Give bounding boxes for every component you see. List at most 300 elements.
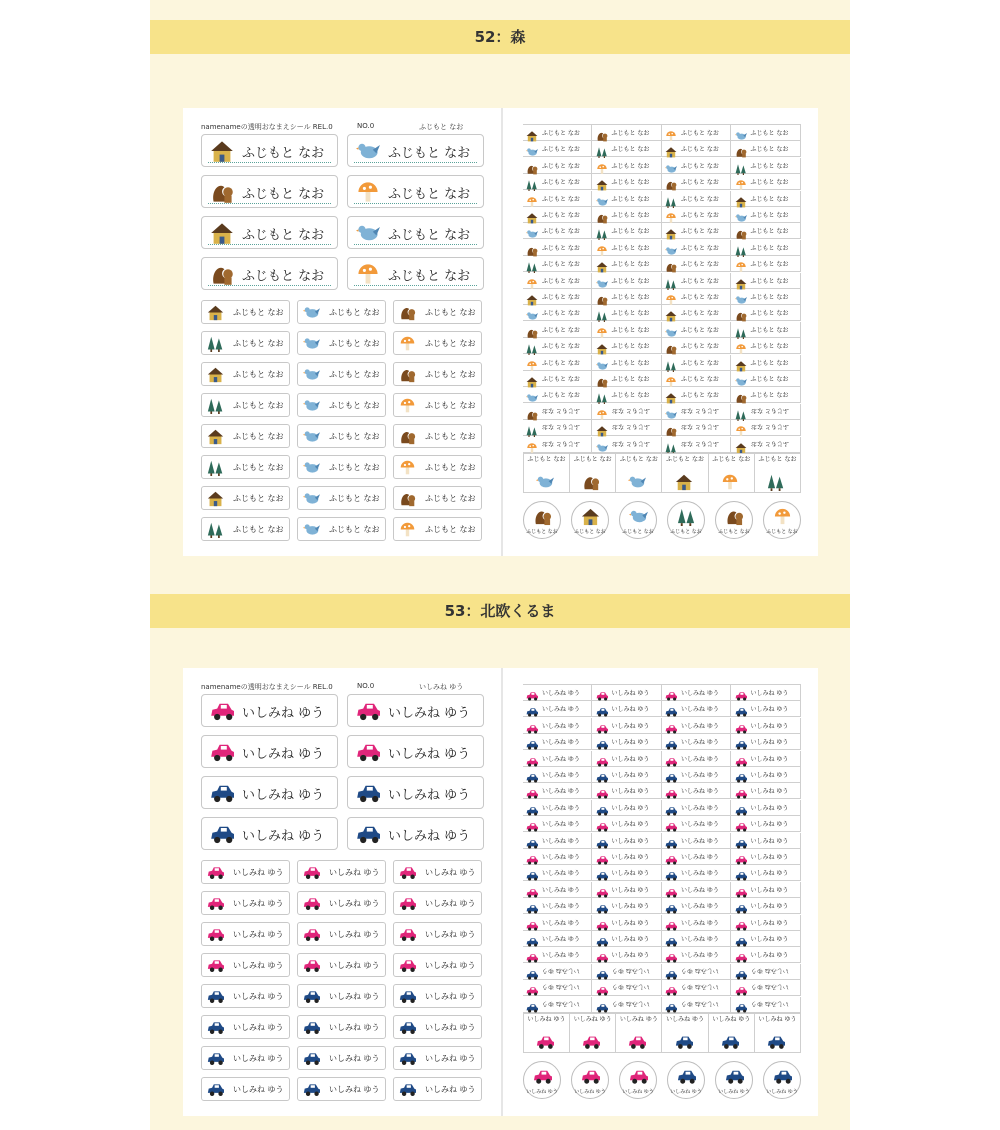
mini-name-label bbox=[593, 404, 662, 420]
label-name-text: ふじもと なお bbox=[611, 423, 650, 431]
trees-icon bbox=[677, 507, 696, 530]
label-name-text: いしみね ゆう bbox=[611, 722, 650, 730]
mini-name-label bbox=[593, 833, 662, 849]
circle-name-label bbox=[715, 1061, 753, 1099]
mini-name-label bbox=[593, 273, 662, 289]
car-navy-icon bbox=[210, 822, 234, 850]
mini-name-label bbox=[732, 833, 801, 849]
sheet-right-page bbox=[503, 668, 818, 1116]
small-name-label bbox=[201, 517, 290, 541]
mini-name-label bbox=[732, 256, 801, 272]
label-name-text: ふじもと なお bbox=[622, 529, 654, 535]
mini-name-label bbox=[523, 125, 592, 141]
label-name-text: ふじもと なお bbox=[681, 228, 719, 236]
mini-name-label bbox=[662, 141, 731, 157]
label-name-text: ふじもと なお bbox=[542, 261, 580, 269]
small-name-label bbox=[297, 984, 386, 1008]
car-pink-icon bbox=[399, 895, 416, 916]
mini-name-label bbox=[523, 420, 592, 436]
mini-name-label bbox=[593, 718, 662, 734]
label-name-text: ふじもと なお bbox=[526, 529, 558, 535]
mini-name-label bbox=[732, 420, 801, 436]
car-navy-icon bbox=[303, 988, 320, 1009]
label-name-text: いしみね ゆう bbox=[329, 899, 380, 908]
mini-label-grid bbox=[523, 684, 801, 1007]
small-name-label bbox=[297, 891, 386, 915]
label-name-text: いしみね ゆう bbox=[542, 870, 580, 878]
label-name-text: いしみね ゆう bbox=[242, 788, 325, 803]
mini-name-label bbox=[523, 223, 592, 239]
mini-name-label bbox=[732, 305, 801, 321]
mini-label-row bbox=[523, 420, 801, 436]
label-name-text: ふじもと なお bbox=[681, 359, 719, 367]
label-name-text: いしみね ゆう bbox=[681, 690, 719, 697]
squirrel-icon bbox=[582, 473, 600, 495]
label-name-text: いしみね ゆう bbox=[542, 804, 580, 812]
label-name-text: ふじもと なお bbox=[750, 179, 789, 187]
car-pink-icon bbox=[303, 895, 320, 916]
car-pink-icon bbox=[399, 957, 416, 978]
label-name-text: いしみね ゆう bbox=[242, 829, 325, 844]
label-name-text: いしみね ゆう bbox=[233, 961, 284, 970]
house-icon bbox=[581, 507, 600, 530]
label-name-text: ふじもと なお bbox=[611, 179, 650, 187]
mini-label-row bbox=[523, 964, 801, 980]
label-name-text: いしみね ゆう bbox=[611, 837, 650, 845]
label-name-text: いしみね ゆう bbox=[542, 999, 580, 1007]
squirrel-icon bbox=[399, 304, 416, 325]
label-name-text: いしみね ゆう bbox=[611, 983, 650, 991]
mini-name-label bbox=[732, 767, 801, 783]
label-name-text: ふじもと なお bbox=[425, 339, 476, 348]
label-name-text: ふじもと なお bbox=[542, 326, 580, 334]
mini-name-label bbox=[662, 322, 731, 338]
label-name-text: いしみね ゆう bbox=[611, 952, 650, 960]
label-name-text: ふじもと なお bbox=[750, 228, 789, 236]
label-name-text: ふじもと なお bbox=[681, 195, 719, 203]
label-name-text: いしみね ゆう bbox=[681, 772, 719, 779]
label-name-text: ふじもと なお bbox=[611, 212, 650, 219]
big-name-label bbox=[201, 175, 338, 208]
car-pink-icon bbox=[303, 957, 320, 978]
label-name-text: ふじもと なお bbox=[388, 146, 471, 161]
mini-name-label bbox=[662, 701, 731, 717]
label-name-text: いしみね ゆう bbox=[750, 952, 789, 960]
mini-name-label bbox=[662, 256, 731, 272]
label-name-text: いしみね ゆう bbox=[329, 930, 380, 939]
label-name-text: いしみね ゆう bbox=[574, 1089, 606, 1095]
mini-name-label bbox=[662, 751, 731, 767]
small-name-label bbox=[201, 1046, 290, 1070]
big-name-label bbox=[347, 735, 484, 768]
mini-name-label bbox=[662, 437, 731, 453]
label-name-text: いしみね ゆう bbox=[542, 886, 580, 894]
mini-name-label bbox=[662, 223, 731, 239]
label-name-text: いしみね ゆう bbox=[527, 1016, 566, 1023]
mini-label-row bbox=[523, 800, 801, 816]
mini-name-label bbox=[593, 158, 662, 174]
car-pink-icon bbox=[303, 926, 320, 947]
car-navy-icon bbox=[675, 1033, 693, 1055]
label-name-text: ふじもと なお bbox=[681, 392, 719, 400]
label-name-text: ふじもと なお bbox=[329, 525, 380, 534]
label-name-text: いしみね ゆう bbox=[329, 868, 380, 877]
small-name-label bbox=[201, 1015, 290, 1039]
small-name-label bbox=[297, 517, 386, 541]
mini-name-label bbox=[523, 141, 592, 157]
vine-decoration bbox=[354, 242, 477, 245]
mini-name-label bbox=[593, 997, 662, 1013]
small-name-label bbox=[393, 486, 482, 510]
car-pink-icon bbox=[303, 864, 320, 885]
mini-name-label bbox=[523, 997, 592, 1013]
label-name-text: ふじもと なお bbox=[233, 463, 284, 472]
mini-label-row bbox=[523, 174, 801, 190]
label-name-text: いしみね ゆう bbox=[750, 919, 789, 927]
label-name-text: ふじもと なお bbox=[750, 439, 789, 447]
label-name-text: いしみね ゆう bbox=[681, 999, 719, 1007]
mini-name-label bbox=[523, 174, 592, 190]
mini-name-label bbox=[662, 289, 731, 305]
label-name-text: ふじもと なお bbox=[681, 162, 719, 170]
mini-name-label bbox=[732, 783, 801, 799]
mini-name-label bbox=[732, 437, 801, 453]
label-name-text: ふじもと なお bbox=[242, 228, 325, 243]
car-pink-icon bbox=[399, 926, 416, 947]
label-name-text: ふじもと なお bbox=[542, 195, 580, 203]
mini-name-label bbox=[523, 685, 592, 701]
car-pink-icon bbox=[399, 864, 416, 885]
label-name-text: ふじもと なお bbox=[750, 376, 789, 383]
mini-name-label bbox=[662, 305, 731, 321]
small-name-label bbox=[297, 331, 386, 355]
label-name-text: いしみね ゆう bbox=[425, 868, 476, 877]
label-name-text: いしみね ゆう bbox=[233, 1085, 284, 1094]
circle-name-label bbox=[571, 501, 609, 539]
label-name-text: いしみね ゆう bbox=[611, 706, 650, 714]
mini-name-label bbox=[732, 964, 801, 980]
label-name-text: いしみね ゆう bbox=[611, 919, 650, 927]
label-name-text: ふじもと なお bbox=[425, 401, 476, 410]
label-name-text: ふじもと なお bbox=[329, 401, 380, 410]
mini-name-label bbox=[732, 158, 801, 174]
label-name-text: ふじもと なお bbox=[542, 162, 580, 170]
label-name-text: ふじもと なお bbox=[611, 162, 650, 170]
label-name-text: ふじもと なお bbox=[681, 376, 719, 383]
car-navy-icon bbox=[207, 1081, 224, 1102]
mini-name-label bbox=[523, 980, 592, 996]
label-name-text: いしみね ゆう bbox=[542, 690, 580, 697]
label-name-text: いしみね ゆう bbox=[750, 722, 789, 730]
circle-name-label bbox=[523, 501, 561, 539]
vine-decoration bbox=[208, 283, 331, 286]
label-name-text: いしみね ゆう bbox=[542, 854, 580, 861]
circle-name-label bbox=[571, 1061, 609, 1099]
label-name-text: ふじもと なお bbox=[329, 463, 380, 472]
label-name-text: いしみね ゆう bbox=[750, 966, 789, 974]
mini-name-label bbox=[662, 849, 731, 865]
small-name-label bbox=[297, 486, 386, 510]
circle-name-label bbox=[715, 501, 753, 539]
label-name-text: いしみね ゆう bbox=[611, 804, 650, 812]
trees-icon bbox=[207, 521, 224, 542]
label-name-text: ふじもと なお bbox=[750, 261, 789, 269]
mini-name-label bbox=[593, 420, 662, 436]
label-name-text: いしみね ゆう bbox=[681, 966, 719, 974]
mini-label-row bbox=[523, 338, 801, 354]
label-name-text: ふじもと なお bbox=[750, 359, 789, 367]
label-name-text: いしみね ゆう bbox=[329, 961, 380, 970]
mini-name-label bbox=[732, 125, 801, 141]
mini-name-label bbox=[662, 404, 731, 420]
mini-label-row bbox=[523, 947, 801, 963]
label-name-text: ふじもと なお bbox=[681, 130, 719, 137]
label-name-text: いしみね ゆう bbox=[681, 919, 719, 927]
label-name-text: ふじもと なお bbox=[233, 401, 284, 410]
vine-decoration bbox=[354, 201, 477, 204]
mini-name-label bbox=[732, 404, 801, 420]
tall-name-label bbox=[755, 1014, 801, 1052]
label-name-text: ふじもと なお bbox=[542, 212, 580, 219]
mini-name-label bbox=[662, 273, 731, 289]
mini-name-label bbox=[662, 240, 731, 256]
label-name-text: ふじもと なお bbox=[681, 310, 719, 318]
mini-label-row bbox=[523, 240, 801, 256]
small-name-label bbox=[393, 1046, 482, 1070]
label-name-text: いしみね ゆう bbox=[611, 772, 650, 779]
label-name-text: いしみね ゆう bbox=[425, 1054, 476, 1063]
circle-name-label bbox=[619, 501, 657, 539]
label-name-text: いしみね ゆう bbox=[542, 919, 580, 927]
mini-name-label bbox=[662, 355, 731, 371]
label-name-text: ふじもと なお bbox=[233, 339, 284, 348]
mini-label-row bbox=[523, 980, 801, 996]
label-name-text: ふじもと なお bbox=[542, 439, 580, 447]
car-navy-icon bbox=[767, 1033, 785, 1055]
mini-label-row bbox=[523, 685, 801, 701]
mini-name-label bbox=[523, 964, 592, 980]
sheet-left-page bbox=[183, 668, 501, 1116]
sheet-brand: namenameの透明おなまえシール REL.0 bbox=[201, 123, 333, 131]
circle-name-label bbox=[763, 501, 801, 539]
small-name-label bbox=[393, 300, 482, 324]
mini-name-label bbox=[732, 816, 801, 832]
tall-name-label bbox=[616, 1014, 662, 1052]
label-name-text: ふじもと なお bbox=[233, 525, 284, 534]
tall-name-label bbox=[663, 1014, 709, 1052]
label-name-text: いしみね ゆう bbox=[750, 788, 789, 796]
mini-label-row bbox=[523, 191, 801, 207]
mini-name-label bbox=[523, 289, 592, 305]
circle-name-label bbox=[619, 1061, 657, 1099]
trees-icon bbox=[767, 473, 785, 495]
label-name-text: いしみね ゆう bbox=[611, 854, 650, 861]
mushroom-icon bbox=[399, 459, 416, 480]
mini-name-label bbox=[593, 387, 662, 403]
label-name-text: いしみね ゆう bbox=[329, 1023, 380, 1032]
small-name-label bbox=[393, 517, 482, 541]
label-name-text: ふじもと なお bbox=[712, 456, 751, 463]
small-name-label bbox=[393, 424, 482, 448]
mini-name-label bbox=[593, 980, 662, 996]
car-pink-icon bbox=[536, 1033, 554, 1055]
mini-name-label bbox=[523, 849, 592, 865]
label-name-text: いしみね ゆう bbox=[542, 772, 580, 779]
car-pink-icon bbox=[207, 895, 224, 916]
mini-label-row bbox=[523, 371, 801, 387]
label-name-text: ふじもと なお bbox=[750, 406, 789, 414]
car-navy-icon bbox=[399, 1019, 416, 1040]
mini-name-label bbox=[662, 191, 731, 207]
mini-name-label bbox=[662, 898, 731, 914]
mini-label-row bbox=[523, 751, 801, 767]
label-name-text: ふじもと なお bbox=[388, 187, 471, 202]
label-name-text: いしみね ゆう bbox=[233, 1054, 284, 1063]
squirrel-icon bbox=[399, 490, 416, 511]
small-name-label bbox=[201, 891, 290, 915]
mini-name-label bbox=[523, 437, 592, 453]
trees-icon bbox=[207, 459, 224, 480]
mini-name-label bbox=[662, 997, 731, 1013]
car-navy-icon bbox=[725, 1067, 744, 1090]
label-name-text: いしみね ゆう bbox=[681, 739, 719, 747]
tall-label-row bbox=[523, 453, 801, 493]
mini-name-label bbox=[593, 865, 662, 881]
label-name-text: いしみね ゆう bbox=[750, 903, 789, 911]
mini-name-label bbox=[593, 191, 662, 207]
label-name-text: ふじもと なお bbox=[527, 456, 566, 463]
mini-name-label bbox=[662, 371, 731, 387]
label-name-text: いしみね ゆう bbox=[242, 706, 325, 721]
mini-label-row bbox=[523, 322, 801, 338]
mini-name-label bbox=[662, 865, 731, 881]
small-name-label bbox=[393, 984, 482, 1008]
mini-name-label bbox=[732, 947, 801, 963]
label-name-text: いしみね ゆう bbox=[233, 868, 284, 877]
label-name-text: ふじもと なお bbox=[233, 432, 284, 441]
big-name-label bbox=[347, 694, 484, 727]
label-name-text: いしみね ゆう bbox=[242, 747, 325, 762]
tall-name-label bbox=[709, 1014, 755, 1052]
big-name-label bbox=[347, 175, 484, 208]
small-name-label bbox=[297, 1046, 386, 1070]
label-name-text: ふじもと なお bbox=[611, 294, 650, 301]
mini-name-label bbox=[593, 947, 662, 963]
mini-name-label bbox=[593, 701, 662, 717]
mini-name-label bbox=[593, 355, 662, 371]
car-navy-icon bbox=[303, 1019, 320, 1040]
label-name-text: いしみね ゆう bbox=[681, 952, 719, 960]
mini-name-label bbox=[662, 734, 731, 750]
label-name-text: ふじもと なお bbox=[750, 162, 789, 170]
small-name-label bbox=[297, 424, 386, 448]
car-navy-icon bbox=[356, 781, 380, 809]
label-name-text: ふじもと なお bbox=[611, 130, 650, 137]
sheet-number: NO.0 bbox=[357, 122, 375, 130]
label-name-text: いしみね ゆう bbox=[542, 722, 580, 730]
tall-label-row bbox=[523, 1013, 801, 1053]
small-name-label bbox=[201, 331, 290, 355]
label-name-text: ふじもと なお bbox=[542, 406, 580, 414]
label-name-text: ふじもと なお bbox=[242, 269, 325, 284]
label-name-text: ふじもと なお bbox=[750, 423, 789, 431]
mini-name-label bbox=[662, 964, 731, 980]
vine-decoration bbox=[354, 283, 477, 286]
label-name-text: いしみね ゆう bbox=[542, 936, 580, 943]
mini-name-label bbox=[523, 387, 592, 403]
big-name-label bbox=[201, 216, 338, 249]
car-pink-icon bbox=[207, 864, 224, 885]
tall-name-label bbox=[709, 454, 755, 492]
label-name-text: ふじもと なお bbox=[542, 359, 580, 367]
mini-name-label bbox=[662, 207, 731, 223]
label-name-text: ふじもと なお bbox=[681, 179, 719, 187]
label-name-text: いしみね ゆう bbox=[750, 999, 789, 1007]
mini-name-label bbox=[593, 898, 662, 914]
vine-decoration bbox=[208, 160, 331, 163]
page bbox=[150, 0, 850, 1130]
mini-name-label bbox=[523, 931, 592, 947]
big-name-label bbox=[347, 257, 484, 290]
squirrel-icon bbox=[399, 366, 416, 387]
small-name-label bbox=[297, 953, 386, 977]
mini-name-label bbox=[732, 701, 801, 717]
label-name-text: ふじもと なお bbox=[233, 494, 284, 503]
mini-label-row bbox=[523, 882, 801, 898]
small-name-label bbox=[297, 455, 386, 479]
label-name-text: いしみね ゆう bbox=[681, 755, 719, 763]
sheet-header-name: いしみね ゆう bbox=[419, 683, 464, 691]
small-name-label bbox=[297, 362, 386, 386]
small-name-label bbox=[201, 984, 290, 1008]
mini-name-label bbox=[732, 355, 801, 371]
label-name-text: いしみね ゆう bbox=[611, 966, 650, 974]
label-name-text: ふじもと なお bbox=[611, 146, 650, 154]
label-name-text: ふじもと なお bbox=[542, 146, 580, 154]
mini-name-label bbox=[732, 174, 801, 190]
mini-name-label bbox=[662, 800, 731, 816]
tall-name-label bbox=[755, 454, 801, 492]
label-name-text: いしみね ゆう bbox=[526, 1089, 558, 1095]
label-name-text: ふじもと なお bbox=[542, 228, 580, 236]
label-name-text: いしみね ゆう bbox=[611, 886, 650, 894]
mini-name-label bbox=[662, 833, 731, 849]
mini-name-label bbox=[732, 191, 801, 207]
car-pink-icon bbox=[582, 1033, 600, 1055]
car-pink-icon bbox=[628, 1033, 646, 1055]
circle-name-label bbox=[763, 1061, 801, 1099]
mini-label-row bbox=[523, 207, 801, 223]
mini-label-row bbox=[523, 158, 801, 174]
label-name-text: ふじもと なお bbox=[242, 146, 325, 161]
mini-name-label bbox=[523, 783, 592, 799]
label-name-text: いしみね ゆう bbox=[750, 870, 789, 878]
label-name-text: いしみね ゆう bbox=[611, 788, 650, 796]
label-name-text: いしみね ゆう bbox=[758, 1016, 797, 1023]
label-name-text: ふじもと なお bbox=[766, 529, 798, 535]
small-name-label bbox=[393, 331, 482, 355]
label-name-text: ふじもと なお bbox=[611, 310, 650, 318]
mini-name-label bbox=[732, 223, 801, 239]
mini-name-label bbox=[523, 355, 592, 371]
label-name-text: ふじもと なお bbox=[611, 277, 650, 285]
label-name-text: いしみね ゆう bbox=[611, 690, 650, 697]
label-name-text: ふじもと なお bbox=[542, 294, 580, 301]
mini-name-label bbox=[732, 371, 801, 387]
label-name-text: ふじもと なお bbox=[542, 277, 580, 285]
mini-name-label bbox=[523, 256, 592, 272]
label-name-text: ふじもと なお bbox=[681, 294, 719, 301]
